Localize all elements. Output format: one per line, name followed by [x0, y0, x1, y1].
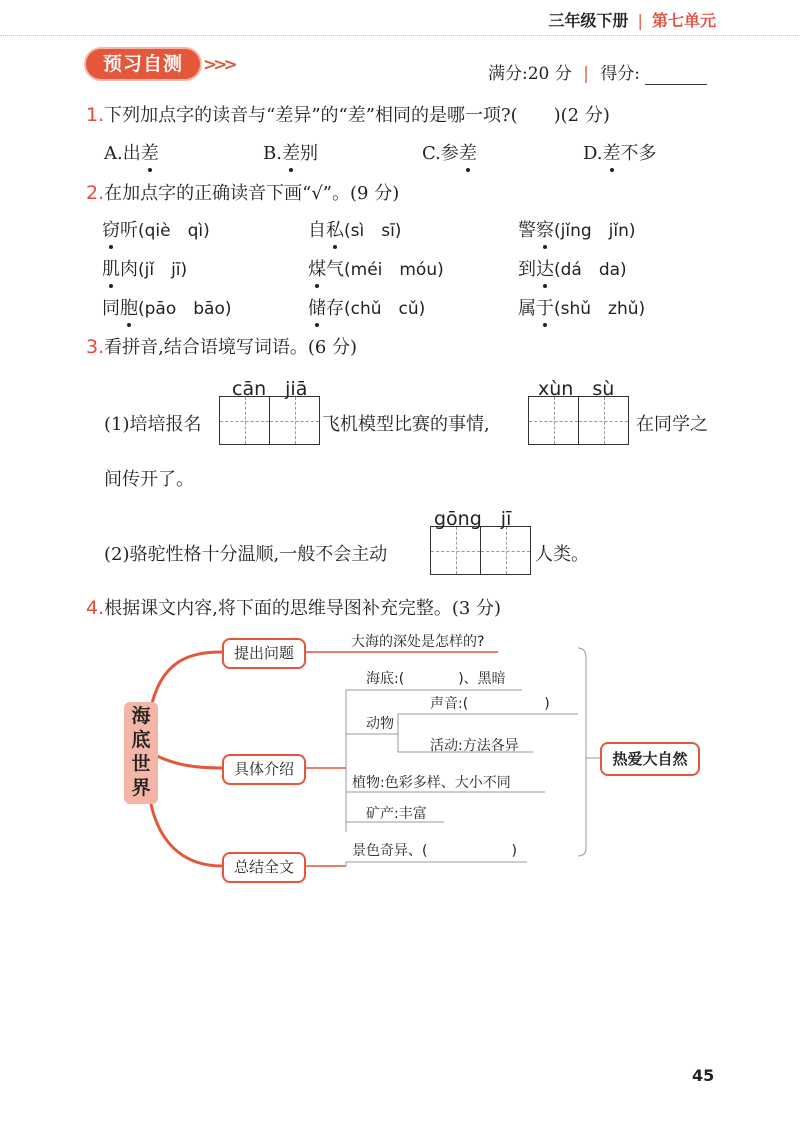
node-label: 热爱大自然: [612, 750, 688, 768]
question-number: 1.: [86, 104, 105, 126]
dotted-char: 储: [308, 294, 326, 320]
question-stem: 根据课文内容,将下面的思维导图补充完整。(3 分): [104, 598, 502, 619]
pinyin-choices[interactable]: (chǔ cǔ): [344, 299, 426, 319]
dotted-char: 差: [282, 139, 300, 165]
reading-item: [518, 294, 645, 320]
char-plain: 出: [122, 143, 141, 164]
option-letter: B.: [263, 143, 282, 164]
q3-1-text-a: (1)培培报名: [104, 414, 202, 435]
dotted-char: 于: [536, 294, 554, 320]
answer-grid-xunsu[interactable]: [528, 396, 629, 445]
option-letter: C.: [422, 143, 441, 164]
pinyin-choices[interactable]: (shǔ zhǔ): [554, 299, 646, 319]
option-d[interactable]: [583, 139, 657, 165]
question-4: [86, 594, 501, 620]
header-rule: [0, 35, 800, 36]
node-love-nature: [600, 742, 700, 776]
score-area: [488, 59, 707, 85]
pinyin-choices[interactable]: (qiè qì): [138, 221, 210, 241]
question-stem: 看拼音,结合语境写词语。(6 分): [104, 337, 358, 358]
reading-item: [102, 216, 210, 242]
sound-suffix: ): [544, 696, 550, 712]
dotted-char: 私: [326, 216, 344, 242]
score-blank[interactable]: [645, 64, 707, 85]
dotted-char: 煤: [308, 255, 326, 281]
dotted-char: 察: [536, 216, 554, 242]
reading-item: [308, 216, 401, 242]
reading-item: [102, 255, 187, 281]
reading-item: [308, 294, 425, 320]
node-label: 总结全文: [233, 858, 294, 876]
map-text-activity: 活动:方法各异: [430, 738, 519, 754]
answer-grid-gongji[interactable]: [430, 526, 531, 575]
pinyin-choices[interactable]: (pāo bāo): [138, 299, 232, 319]
char-plain: 警: [518, 220, 536, 241]
dotted-char: 窃: [102, 216, 120, 242]
unit-label: 第七单元: [651, 11, 716, 30]
score-label: 得分:: [600, 64, 641, 84]
char-plain: 肉: [120, 259, 138, 280]
pinyin-choices[interactable]: (dá da): [554, 260, 627, 280]
char-plain: 属: [518, 298, 536, 319]
node-raise-question: [222, 638, 306, 669]
question-number: 3.: [86, 336, 105, 358]
char-plain: 不多: [620, 143, 657, 164]
full-score: 满分:20 分: [488, 64, 572, 84]
char-plain: 参: [440, 143, 459, 164]
sound-label: 声音:(: [430, 696, 469, 712]
char-plain: 听: [120, 220, 138, 241]
question-2: [86, 179, 399, 205]
pinyin-gongji: gōng jī: [434, 508, 512, 530]
reading-item: [308, 255, 444, 281]
char-plain: 自: [308, 220, 326, 241]
grade-label: 三年级下册: [548, 11, 629, 30]
question-number: 2.: [86, 182, 105, 204]
pinyin-choices[interactable]: (jǐng jǐn): [554, 221, 636, 241]
header-divider: |: [637, 11, 643, 30]
scenery-label: 景色奇异、(: [352, 843, 428, 859]
q3-1-text-d: 间传开了。: [104, 469, 194, 490]
chevrons-icon: >>>: [203, 55, 234, 75]
node-detailed-intro: [222, 754, 306, 785]
score-divider: |: [583, 64, 589, 84]
pinyin-canjia: cān jiā: [232, 378, 308, 400]
map-text-question: 大海的深处是怎样的?: [351, 634, 485, 650]
q3-2-text-a: (2)骆驼性格十分温顺,一般不会主动: [104, 544, 388, 565]
header: [548, 8, 716, 31]
question-3: [86, 333, 357, 359]
map-text-scenery: [352, 840, 517, 860]
q3-2-text-b: 人类。: [535, 544, 589, 565]
option-c[interactable]: [422, 139, 477, 165]
reading-item: [518, 255, 627, 281]
page-number: 45: [692, 1066, 715, 1085]
center-label: 海底世界: [131, 705, 151, 799]
reading-item: [518, 216, 636, 242]
seabed-suffix: )、黑暗: [458, 671, 506, 687]
q3-1-text-c: 在同学之: [636, 414, 708, 435]
node-label: 具体介绍: [233, 760, 294, 778]
dotted-char: 肌: [102, 255, 120, 281]
char-plain: 同: [102, 298, 120, 319]
seabed-label: 海底:(: [366, 671, 405, 687]
dotted-char: 差: [603, 139, 621, 165]
option-b[interactable]: [263, 139, 318, 165]
question-stem: 在加点字的正确读音下画“√”。(9 分): [104, 183, 400, 204]
map-text-animals: 动物: [366, 716, 394, 732]
char-plain: 到: [518, 259, 536, 280]
map-text-sound: [430, 693, 550, 713]
question-1: [86, 101, 610, 127]
answer-grid-canjia[interactable]: [219, 396, 320, 445]
seabed-blank[interactable]: [404, 671, 458, 687]
pinyin-choices[interactable]: (sì sī): [344, 221, 402, 241]
section-badge: [82, 49, 200, 81]
pinyin-choices[interactable]: (jǐ jī): [138, 260, 188, 280]
node-label: 提出问题: [233, 644, 294, 662]
dotted-char: 达: [536, 255, 554, 281]
char-plain: 存: [326, 298, 344, 319]
node-summary: [222, 852, 306, 883]
option-letter: D.: [583, 143, 603, 164]
sound-blank[interactable]: [468, 696, 544, 712]
scenery-suffix: ): [511, 843, 517, 859]
map-text-seabed: [366, 668, 506, 688]
char-plain: 气: [326, 259, 344, 280]
char-plain: 别: [299, 143, 318, 164]
dotted-char: 胞: [120, 294, 138, 320]
pinyin-xunsu: xùn sù: [538, 378, 615, 400]
reading-item: [102, 294, 231, 320]
option-letter: A.: [104, 143, 123, 164]
map-text-plants: 植物:色彩多样、大小不同: [352, 775, 511, 791]
map-text-minerals: 矿产:丰富: [366, 806, 427, 822]
dotted-char: 差: [141, 139, 159, 165]
scenery-blank[interactable]: [427, 843, 511, 859]
pinyin-choices[interactable]: (méi móu): [344, 260, 444, 280]
mind-map-center: [124, 702, 158, 804]
section-badge-label: 预习自测: [86, 49, 200, 79]
option-a[interactable]: [104, 139, 159, 165]
q3-1-text-b: 飞机模型比赛的事情,: [322, 414, 490, 435]
dotted-char: 差: [459, 139, 477, 165]
question-number: 4.: [86, 597, 105, 619]
question-stem: 下列加点字的读音与“差异”的“差”相同的是哪一项?( )(2 分): [104, 105, 610, 126]
